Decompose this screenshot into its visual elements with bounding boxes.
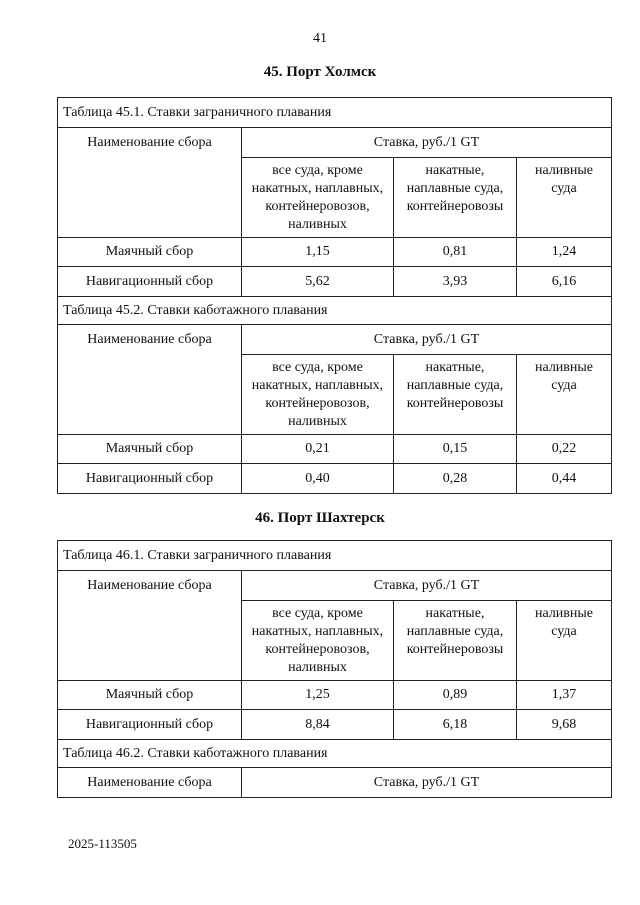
rate-value: 8,84 (242, 710, 394, 740)
vessel-category-header: наливные суда (517, 601, 612, 681)
vessel-category-header: наливные суда (517, 158, 612, 238)
rate-value: 0,89 (394, 681, 517, 710)
tables-kholmsk (57, 97, 611, 494)
rate-value: 0,22 (517, 435, 612, 464)
document-code: 2025-113505 (68, 836, 137, 851)
rate-value: 0,81 (394, 238, 517, 267)
fee-name: Навигационный сбор (58, 267, 242, 297)
rate-value: 1,15 (242, 238, 394, 267)
rate-value: 5,62 (242, 267, 394, 297)
table-title: Таблица 46.2. Ставки каботажного плавания (58, 740, 612, 768)
fee-name: Маячный сбор (58, 435, 242, 464)
rate-value: 0,28 (394, 464, 517, 494)
table-title: Таблица 46.1. Ставки заграничного плавания (58, 541, 612, 571)
vessel-category-header: все суда, кроме накатных, наплавных, контейнеровозов, наливных (242, 355, 394, 435)
table-row (58, 238, 612, 267)
rate-value: 6,16 (517, 267, 612, 297)
rates-table (57, 540, 612, 798)
rate-value: 0,21 (242, 435, 394, 464)
fee-name: Навигационный сбор (58, 710, 242, 740)
rate-header: Ставка, руб./1 GT (242, 768, 612, 798)
fee-name-header: Наименование сбора (58, 768, 242, 798)
tables-shakhtersk (57, 540, 611, 798)
rate-value: 3,93 (394, 267, 517, 297)
section-heading-shakhtersk: 46. Порт Шахтерск (255, 510, 385, 526)
fee-name-header: Наименование сбора (58, 128, 242, 238)
page-number: 41 (313, 31, 327, 46)
rate-header: Ставка, руб./1 GT (242, 128, 612, 158)
table-row (58, 464, 612, 494)
table-row (58, 710, 612, 740)
rate-value: 0,15 (394, 435, 517, 464)
rate-value: 0,44 (517, 464, 612, 494)
table-row (58, 681, 612, 710)
table-row (58, 435, 612, 464)
rate-value: 1,25 (242, 681, 394, 710)
vessel-category-header: все суда, кроме накатных, наплавных, контейнеровозов, наливных (242, 601, 394, 681)
vessel-category-header: накатные, наплавные суда, контейнеровозы (394, 158, 517, 238)
vessel-category-header: накатные, наплавные суда, контейнеровозы (394, 355, 517, 435)
table-title: Таблица 45.1. Ставки заграничного плавания (58, 98, 612, 128)
fee-name: Навигационный сбор (58, 464, 242, 494)
table-title: Таблица 45.2. Ставки каботажного плавания (58, 297, 612, 325)
fee-name: Маячный сбор (58, 238, 242, 267)
rate-value: 0,40 (242, 464, 394, 494)
vessel-category-header: накатные, наплавные суда, контейнеровозы (394, 601, 517, 681)
table-row (58, 267, 612, 297)
rates-table (57, 97, 612, 494)
rate-header: Ставка, руб./1 GT (242, 325, 612, 355)
vessel-category-header: наливные суда (517, 355, 612, 435)
vessel-category-header: все суда, кроме накатных, наплавных, контейнеровозов, наливных (242, 158, 394, 238)
rate-value: 1,37 (517, 681, 612, 710)
section-heading-kholmsk: 45. Порт Холмск (263, 64, 377, 80)
fee-name-header: Наименование сбора (58, 571, 242, 681)
rate-value: 1,24 (517, 238, 612, 267)
rate-value: 9,68 (517, 710, 612, 740)
rate-header: Ставка, руб./1 GT (242, 571, 612, 601)
rate-value: 6,18 (394, 710, 517, 740)
fee-name-header: Наименование сбора (58, 325, 242, 435)
fee-name: Маячный сбор (58, 681, 242, 710)
